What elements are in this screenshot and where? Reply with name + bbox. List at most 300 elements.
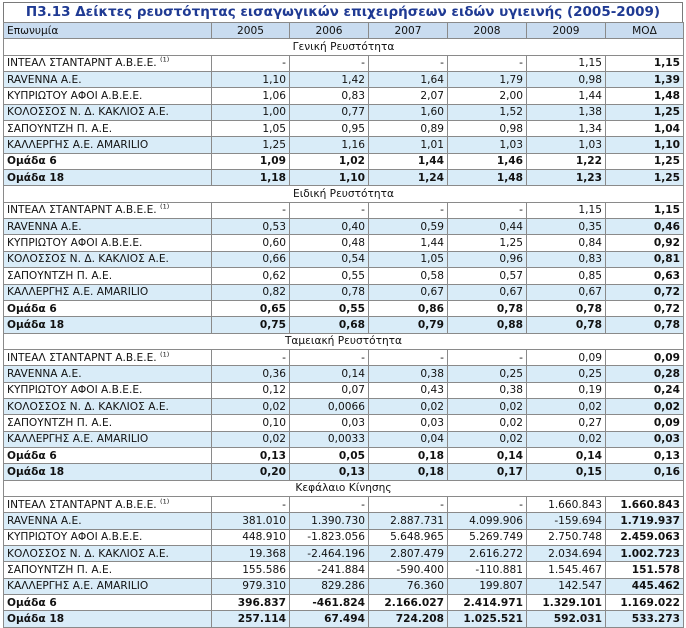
mod-value-cell: 1,48 xyxy=(606,88,684,104)
year-value-cell: 2,00 xyxy=(448,88,527,104)
year-value-cell: 142.547 xyxy=(527,578,606,594)
year-value-cell: 1,64 xyxy=(369,72,448,88)
section-title: Γενική Ρευστότητα xyxy=(4,39,684,55)
year-value-cell: 0,03 xyxy=(369,415,448,431)
company-name-cell xyxy=(4,611,212,627)
company-name: ΚΑΛΛΕΡΓΗΣ Α.Ε. AMARILIO xyxy=(7,580,149,593)
year-value-cell: 0,18 xyxy=(369,447,448,463)
year-value-cell: 0,14 xyxy=(448,447,527,463)
company-name: ΚΑΛΛΕΡΓΗΣ Α.Ε. AMARILIO xyxy=(7,139,149,152)
company-name-cell xyxy=(4,300,212,316)
year-value-cell: 1,16 xyxy=(290,137,369,153)
company-name-cell xyxy=(4,202,212,218)
company-name-cell xyxy=(4,578,212,594)
year-value-cell: 5.648.965 xyxy=(369,529,448,545)
year-value-cell: 0,58 xyxy=(369,268,448,284)
year-value-cell: 1,09 xyxy=(212,153,290,169)
year-value-cell: 0,67 xyxy=(527,284,606,300)
company-name: RAVENNA Α.Ε. xyxy=(7,73,82,86)
year-value-cell: 4.099.906 xyxy=(448,513,527,529)
table-row xyxy=(4,349,684,365)
year-value-cell: 0,02 xyxy=(212,398,290,414)
year-value-cell: 0,12 xyxy=(212,382,290,398)
table-row xyxy=(4,317,684,333)
company-name: ΚΥΠΡΙΩΤΟΥ ΑΦΟΙ Α.Β.Ε.Ε. xyxy=(7,384,143,397)
year-value-cell: -241.884 xyxy=(290,562,369,578)
mod-value-cell: 1,10 xyxy=(606,137,684,153)
mod-value-cell: 0,28 xyxy=(606,366,684,382)
company-name-cell xyxy=(4,88,212,104)
year-value-cell: 0,14 xyxy=(290,366,369,382)
year-value-cell: 1,24 xyxy=(369,170,448,186)
mod-value-cell: 0,16 xyxy=(606,464,684,480)
year-value-cell: - xyxy=(212,55,290,71)
year-value-cell: 0,78 xyxy=(448,300,527,316)
company-name: Ομάδα 6 xyxy=(7,155,57,168)
footnote-marker: (1) xyxy=(160,497,170,506)
year-value-cell: 1,22 xyxy=(527,153,606,169)
year-value-cell: - xyxy=(448,349,527,365)
year-value-cell: 0,04 xyxy=(369,431,448,447)
table-row xyxy=(4,562,684,578)
company-name: ΚΟΛΟΣΣΟΣ Ν. Δ. ΚΑΚΛΙΟΣ Α.Ε. xyxy=(7,547,169,560)
year-value-cell: 0,88 xyxy=(448,317,527,333)
year-value-cell: 5.269.749 xyxy=(448,529,527,545)
table-row xyxy=(4,496,684,512)
table-body xyxy=(4,39,684,627)
year-value-cell: - xyxy=(290,202,369,218)
year-value-cell: 0,05 xyxy=(290,447,369,463)
company-name: RAVENNA Α.Ε. xyxy=(7,220,82,233)
year-value-cell: -461.824 xyxy=(290,595,369,611)
company-name: ΙΝΤΕΑΛ ΣΤΑΝΤΑΡΝΤ Α.Β.Ε.Ε. xyxy=(7,204,157,217)
year-value-cell: 0,89 xyxy=(369,121,448,137)
year-value-cell: 1,00 xyxy=(212,104,290,120)
year-value-cell: 2.166.027 xyxy=(369,595,448,611)
year-value-cell: 1,15 xyxy=(527,55,606,71)
year-value-cell: 0,65 xyxy=(212,300,290,316)
year-value-cell: 155.586 xyxy=(212,562,290,578)
company-name: ΚΑΛΛΕΡΓΗΣ Α.Ε. AMARILIO xyxy=(7,433,149,446)
mod-value-cell: 1.719.937 xyxy=(606,513,684,529)
company-name: ΚΥΠΡΙΩΤΟΥ ΑΦΟΙ Α.Β.Ε.Ε. xyxy=(7,90,143,103)
year-value-cell: 0,55 xyxy=(290,268,369,284)
table-row xyxy=(4,415,684,431)
year-value-cell: 0,43 xyxy=(369,382,448,398)
mod-value-cell: 0,92 xyxy=(606,235,684,251)
year-value-cell: 1,60 xyxy=(369,104,448,120)
year-value-cell: 1,44 xyxy=(369,153,448,169)
year-value-cell: 0,02 xyxy=(527,431,606,447)
year-value-cell: 0,85 xyxy=(527,268,606,284)
year-value-cell: 0,59 xyxy=(369,219,448,235)
company-name-cell xyxy=(4,55,212,71)
company-name-cell xyxy=(4,496,212,512)
year-value-cell: 1,10 xyxy=(290,170,369,186)
year-value-cell: 0,35 xyxy=(527,219,606,235)
year-value-cell: 0,57 xyxy=(448,268,527,284)
col-header-2008: 2008 xyxy=(448,23,527,39)
company-name-cell xyxy=(4,170,212,186)
company-name: Ομάδα 18 xyxy=(7,465,65,478)
company-name-cell xyxy=(4,235,212,251)
table-row xyxy=(4,72,684,88)
year-value-cell: 1,38 xyxy=(527,104,606,120)
year-value-cell: 829.286 xyxy=(290,578,369,594)
mod-value-cell: 0,09 xyxy=(606,415,684,431)
year-value-cell: 381.010 xyxy=(212,513,290,529)
year-value-cell: 1,25 xyxy=(212,137,290,153)
year-value-cell: 1,46 xyxy=(448,153,527,169)
company-name-cell xyxy=(4,121,212,137)
year-value-cell: 0,13 xyxy=(290,464,369,480)
table-row xyxy=(4,219,684,235)
header-row xyxy=(4,23,684,39)
year-value-cell: 2.616.272 xyxy=(448,546,527,562)
table-row xyxy=(4,268,684,284)
year-value-cell: 76.360 xyxy=(369,578,448,594)
company-name: Ομάδα 6 xyxy=(7,302,57,315)
year-value-cell: 0,86 xyxy=(369,300,448,316)
year-value-cell: 1,01 xyxy=(369,137,448,153)
table-row xyxy=(4,104,684,120)
table-row xyxy=(4,431,684,447)
year-value-cell: 1,52 xyxy=(448,104,527,120)
table-row xyxy=(4,464,684,480)
year-value-cell: -159.694 xyxy=(527,513,606,529)
year-value-cell: 979.310 xyxy=(212,578,290,594)
company-name-cell xyxy=(4,562,212,578)
year-value-cell: 0,19 xyxy=(527,382,606,398)
company-name: Ομάδα 18 xyxy=(7,318,65,331)
year-value-cell: 0,66 xyxy=(212,251,290,267)
year-value-cell: 0,07 xyxy=(290,382,369,398)
mod-value-cell: 0,09 xyxy=(606,349,684,365)
year-value-cell: 724.208 xyxy=(369,611,448,627)
company-name: ΣΑΠΟΥΝΤΖΗ Π. Α.Ε. xyxy=(7,269,113,282)
table-row xyxy=(4,611,684,627)
mod-value-cell: 1,15 xyxy=(606,202,684,218)
company-name: ΙΝΤΕΑΛ ΣΤΑΝΤΑΡΝΤ Α.Β.Ε.Ε. xyxy=(7,57,157,70)
year-value-cell: 257.114 xyxy=(212,611,290,627)
year-value-cell: - xyxy=(290,55,369,71)
year-value-cell: 19.368 xyxy=(212,546,290,562)
year-value-cell: 2.414.971 xyxy=(448,595,527,611)
table-row xyxy=(4,546,684,562)
year-value-cell: 448.910 xyxy=(212,529,290,545)
year-value-cell: 0,75 xyxy=(212,317,290,333)
year-value-cell: 1,79 xyxy=(448,72,527,88)
year-value-cell: 0,67 xyxy=(369,284,448,300)
year-value-cell: 0,55 xyxy=(290,300,369,316)
mod-value-cell: 1,25 xyxy=(606,153,684,169)
company-name-cell xyxy=(4,72,212,88)
company-name: Ομάδα 6 xyxy=(7,449,57,462)
year-value-cell: 1,03 xyxy=(448,137,527,153)
company-name-cell xyxy=(4,349,212,365)
company-name: ΚΥΠΡΙΩΤΟΥ ΑΦΟΙ Α.Β.Ε.Ε. xyxy=(7,237,143,250)
col-header-2005: 2005 xyxy=(212,23,290,39)
year-value-cell: 1,42 xyxy=(290,72,369,88)
year-value-cell: 0,40 xyxy=(290,219,369,235)
year-value-cell: 0,02 xyxy=(212,431,290,447)
year-value-cell: 0,10 xyxy=(212,415,290,431)
year-value-cell: 0,25 xyxy=(448,366,527,382)
year-value-cell: 1,44 xyxy=(369,235,448,251)
footnote-marker: (1) xyxy=(160,55,170,64)
company-name: ΚΟΛΟΣΣΟΣ Ν. Δ. ΚΑΚΛΙΟΣ Α.Ε. xyxy=(7,106,169,119)
year-value-cell: 2.750.748 xyxy=(527,529,606,545)
year-value-cell: 0,67 xyxy=(448,284,527,300)
year-value-cell: 0,17 xyxy=(448,464,527,480)
company-name: RAVENNA Α.Ε. xyxy=(7,367,82,380)
company-name: ΚΟΛΟΣΣΟΣ Ν. Δ. ΚΑΚΛΙΟΣ Α.Ε. xyxy=(7,253,169,266)
mod-value-cell: 0,24 xyxy=(606,382,684,398)
section-title: Ταμειακή Ρευστότητα xyxy=(4,333,684,349)
company-name: ΣΑΠΟΥΝΤΖΗ Π. Α.Ε. xyxy=(7,564,113,577)
year-value-cell: 1,23 xyxy=(527,170,606,186)
year-value-cell: 1.390.730 xyxy=(290,513,369,529)
year-value-cell: 0,18 xyxy=(369,464,448,480)
year-value-cell: 396.837 xyxy=(212,595,290,611)
liquidity-table xyxy=(3,22,684,628)
company-name: ΚΑΛΛΕΡΓΗΣ Α.Ε. AMARILIO xyxy=(7,286,149,299)
year-value-cell: 1,18 xyxy=(212,170,290,186)
col-header-mod: ΜΟΔ xyxy=(606,23,684,39)
year-value-cell: -1.823.056 xyxy=(290,529,369,545)
mod-value-cell: 0,46 xyxy=(606,219,684,235)
mod-value-cell: 1,15 xyxy=(606,55,684,71)
section-header-row xyxy=(4,186,684,202)
company-name-cell xyxy=(4,284,212,300)
year-value-cell: 2,07 xyxy=(369,88,448,104)
company-name-cell xyxy=(4,104,212,120)
year-value-cell: 199.807 xyxy=(448,578,527,594)
year-value-cell: - xyxy=(212,349,290,365)
year-value-cell: - xyxy=(212,496,290,512)
mod-value-cell: 1,04 xyxy=(606,121,684,137)
company-name: Ομάδα 18 xyxy=(7,613,65,626)
year-value-cell: 1.660.843 xyxy=(527,496,606,512)
year-value-cell: 0,25 xyxy=(527,366,606,382)
year-value-cell: 1,48 xyxy=(448,170,527,186)
table-row xyxy=(4,513,684,529)
year-value-cell: 1,06 xyxy=(212,88,290,104)
mod-value-cell: 2.459.063 xyxy=(606,529,684,545)
year-value-cell: 0,82 xyxy=(212,284,290,300)
year-value-cell: - xyxy=(369,349,448,365)
company-name-cell xyxy=(4,153,212,169)
year-value-cell: 0,98 xyxy=(448,121,527,137)
table-container xyxy=(3,2,683,628)
year-value-cell: 0,0066 xyxy=(290,398,369,414)
company-name: ΙΝΤΕΑΛ ΣΤΑΝΤΑΡΝΤ Α.Β.Ε.Ε. xyxy=(7,351,157,364)
table-row xyxy=(4,529,684,545)
year-value-cell: 0,78 xyxy=(527,300,606,316)
mod-value-cell: 0,63 xyxy=(606,268,684,284)
year-value-cell: 0,38 xyxy=(369,366,448,382)
section-header-row xyxy=(4,39,684,55)
mod-value-cell: 1.002.723 xyxy=(606,546,684,562)
year-value-cell: 1,05 xyxy=(212,121,290,137)
table-row xyxy=(4,55,684,71)
company-name-cell xyxy=(4,529,212,545)
year-value-cell: 0,02 xyxy=(448,431,527,447)
year-value-cell: 0,13 xyxy=(212,447,290,463)
mod-value-cell: 0,78 xyxy=(606,317,684,333)
year-value-cell: 1,15 xyxy=(527,202,606,218)
company-name-cell xyxy=(4,447,212,463)
year-value-cell: 592.031 xyxy=(527,611,606,627)
year-value-cell: 1,03 xyxy=(527,137,606,153)
year-value-cell: 0,03 xyxy=(290,415,369,431)
year-value-cell: 0,62 xyxy=(212,268,290,284)
mod-value-cell: 1,39 xyxy=(606,72,684,88)
year-value-cell: - xyxy=(448,55,527,71)
year-value-cell: 0,27 xyxy=(527,415,606,431)
year-value-cell: 0,78 xyxy=(290,284,369,300)
table-row xyxy=(4,137,684,153)
col-header-2006: 2006 xyxy=(290,23,369,39)
year-value-cell: 0,0033 xyxy=(290,431,369,447)
mod-value-cell: 0,03 xyxy=(606,431,684,447)
year-value-cell: 1,25 xyxy=(448,235,527,251)
year-value-cell: 1.329.101 xyxy=(527,595,606,611)
company-name: ΚΟΛΟΣΣΟΣ Ν. Δ. ΚΑΚΛΙΟΣ Α.Ε. xyxy=(7,400,169,413)
year-value-cell: -110.881 xyxy=(448,562,527,578)
year-value-cell: 0,98 xyxy=(527,72,606,88)
year-value-cell: 0,84 xyxy=(527,235,606,251)
table-row xyxy=(4,595,684,611)
year-value-cell: 0,83 xyxy=(527,251,606,267)
company-name-cell xyxy=(4,431,212,447)
table-row xyxy=(4,366,684,382)
year-value-cell: 0,36 xyxy=(212,366,290,382)
company-name: ΙΝΤΕΑΛ ΣΤΑΝΤΑΡΝΤ Α.Β.Ε.Ε. xyxy=(7,498,157,511)
year-value-cell: 1,05 xyxy=(369,251,448,267)
company-name: ΣΑΠΟΥΝΤΖΗ Π. Α.Ε. xyxy=(7,122,113,135)
year-value-cell: 0,68 xyxy=(290,317,369,333)
year-value-cell: 0,54 xyxy=(290,251,369,267)
year-value-cell: 0,02 xyxy=(448,415,527,431)
table-row xyxy=(4,284,684,300)
year-value-cell: 0,96 xyxy=(448,251,527,267)
year-value-cell: 0,14 xyxy=(527,447,606,463)
section-title: Κεφάλαιο Κίνησης xyxy=(4,480,684,496)
year-value-cell: 0,15 xyxy=(527,464,606,480)
company-name-cell xyxy=(4,398,212,414)
year-value-cell: 1,44 xyxy=(527,88,606,104)
company-name: ΚΥΠΡΙΩΤΟΥ ΑΦΟΙ Α.Β.Ε.Ε. xyxy=(7,531,143,544)
company-name: ΣΑΠΟΥΝΤΖΗ Π. Α.Ε. xyxy=(7,416,113,429)
col-header-2007: 2007 xyxy=(369,23,448,39)
year-value-cell: 0,20 xyxy=(212,464,290,480)
company-name: Ομάδα 18 xyxy=(7,171,65,184)
year-value-cell: - xyxy=(369,496,448,512)
mod-value-cell: 1,25 xyxy=(606,104,684,120)
company-name: RAVENNA Α.Ε. xyxy=(7,514,82,527)
table-row xyxy=(4,235,684,251)
company-name-cell xyxy=(4,317,212,333)
table-row xyxy=(4,170,684,186)
mod-value-cell: 0,72 xyxy=(606,300,684,316)
year-value-cell: 1.025.521 xyxy=(448,611,527,627)
table-row xyxy=(4,153,684,169)
table-row xyxy=(4,382,684,398)
year-value-cell: 0,48 xyxy=(290,235,369,251)
col-header-2009: 2009 xyxy=(527,23,606,39)
table-row xyxy=(4,447,684,463)
table-row xyxy=(4,88,684,104)
year-value-cell: 2.887.731 xyxy=(369,513,448,529)
year-value-cell: 1,02 xyxy=(290,153,369,169)
section-header-row xyxy=(4,333,684,349)
year-value-cell: 67.494 xyxy=(290,611,369,627)
year-value-cell: 2.034.694 xyxy=(527,546,606,562)
table-row xyxy=(4,202,684,218)
table-row xyxy=(4,121,684,137)
footnote-marker: (1) xyxy=(160,350,170,359)
mod-value-cell: 151.578 xyxy=(606,562,684,578)
year-value-cell: 0,02 xyxy=(369,398,448,414)
year-value-cell: - xyxy=(369,202,448,218)
year-value-cell: 0,44 xyxy=(448,219,527,235)
year-value-cell: 0,95 xyxy=(290,121,369,137)
year-value-cell: - xyxy=(448,496,527,512)
company-name-cell xyxy=(4,268,212,284)
year-value-cell: 0,09 xyxy=(527,349,606,365)
mod-value-cell: 0,13 xyxy=(606,447,684,463)
footnote-marker: (1) xyxy=(160,202,170,211)
year-value-cell: 0,02 xyxy=(527,398,606,414)
company-name-cell xyxy=(4,219,212,235)
year-value-cell: -590.400 xyxy=(369,562,448,578)
year-value-cell: - xyxy=(448,202,527,218)
mod-value-cell: 445.462 xyxy=(606,578,684,594)
year-value-cell: 0,77 xyxy=(290,104,369,120)
company-name-cell xyxy=(4,546,212,562)
year-value-cell: 0,53 xyxy=(212,219,290,235)
year-value-cell: 0,78 xyxy=(527,317,606,333)
year-value-cell: 0,83 xyxy=(290,88,369,104)
col-header-name: Επωνυμία xyxy=(4,23,212,39)
year-value-cell: 1,10 xyxy=(212,72,290,88)
mod-value-cell: 0,02 xyxy=(606,398,684,414)
company-name-cell xyxy=(4,366,212,382)
mod-value-cell: 1,25 xyxy=(606,170,684,186)
table-row xyxy=(4,300,684,316)
year-value-cell: 0,38 xyxy=(448,382,527,398)
year-value-cell: 0,02 xyxy=(448,398,527,414)
mod-value-cell: 1.169.022 xyxy=(606,595,684,611)
year-value-cell: 0,60 xyxy=(212,235,290,251)
company-name: Ομάδα 6 xyxy=(7,596,57,609)
company-name-cell xyxy=(4,382,212,398)
table-row xyxy=(4,398,684,414)
company-name-cell xyxy=(4,137,212,153)
year-value-cell: - xyxy=(290,349,369,365)
year-value-cell: -2.464.196 xyxy=(290,546,369,562)
table-title: Π3.13 Δείκτες ρευστότητας εισαγωγικών επιχειρήσεων ειδών υγιεινής (2005-2009) xyxy=(3,2,683,22)
mod-value-cell: 1.660.843 xyxy=(606,496,684,512)
mod-value-cell: 533.273 xyxy=(606,611,684,627)
company-name-cell xyxy=(4,595,212,611)
year-value-cell: 2.807.479 xyxy=(369,546,448,562)
year-value-cell: 1,34 xyxy=(527,121,606,137)
section-title: Ειδική Ρευστότητα xyxy=(4,186,684,202)
year-value-cell: - xyxy=(212,202,290,218)
company-name-cell xyxy=(4,513,212,529)
